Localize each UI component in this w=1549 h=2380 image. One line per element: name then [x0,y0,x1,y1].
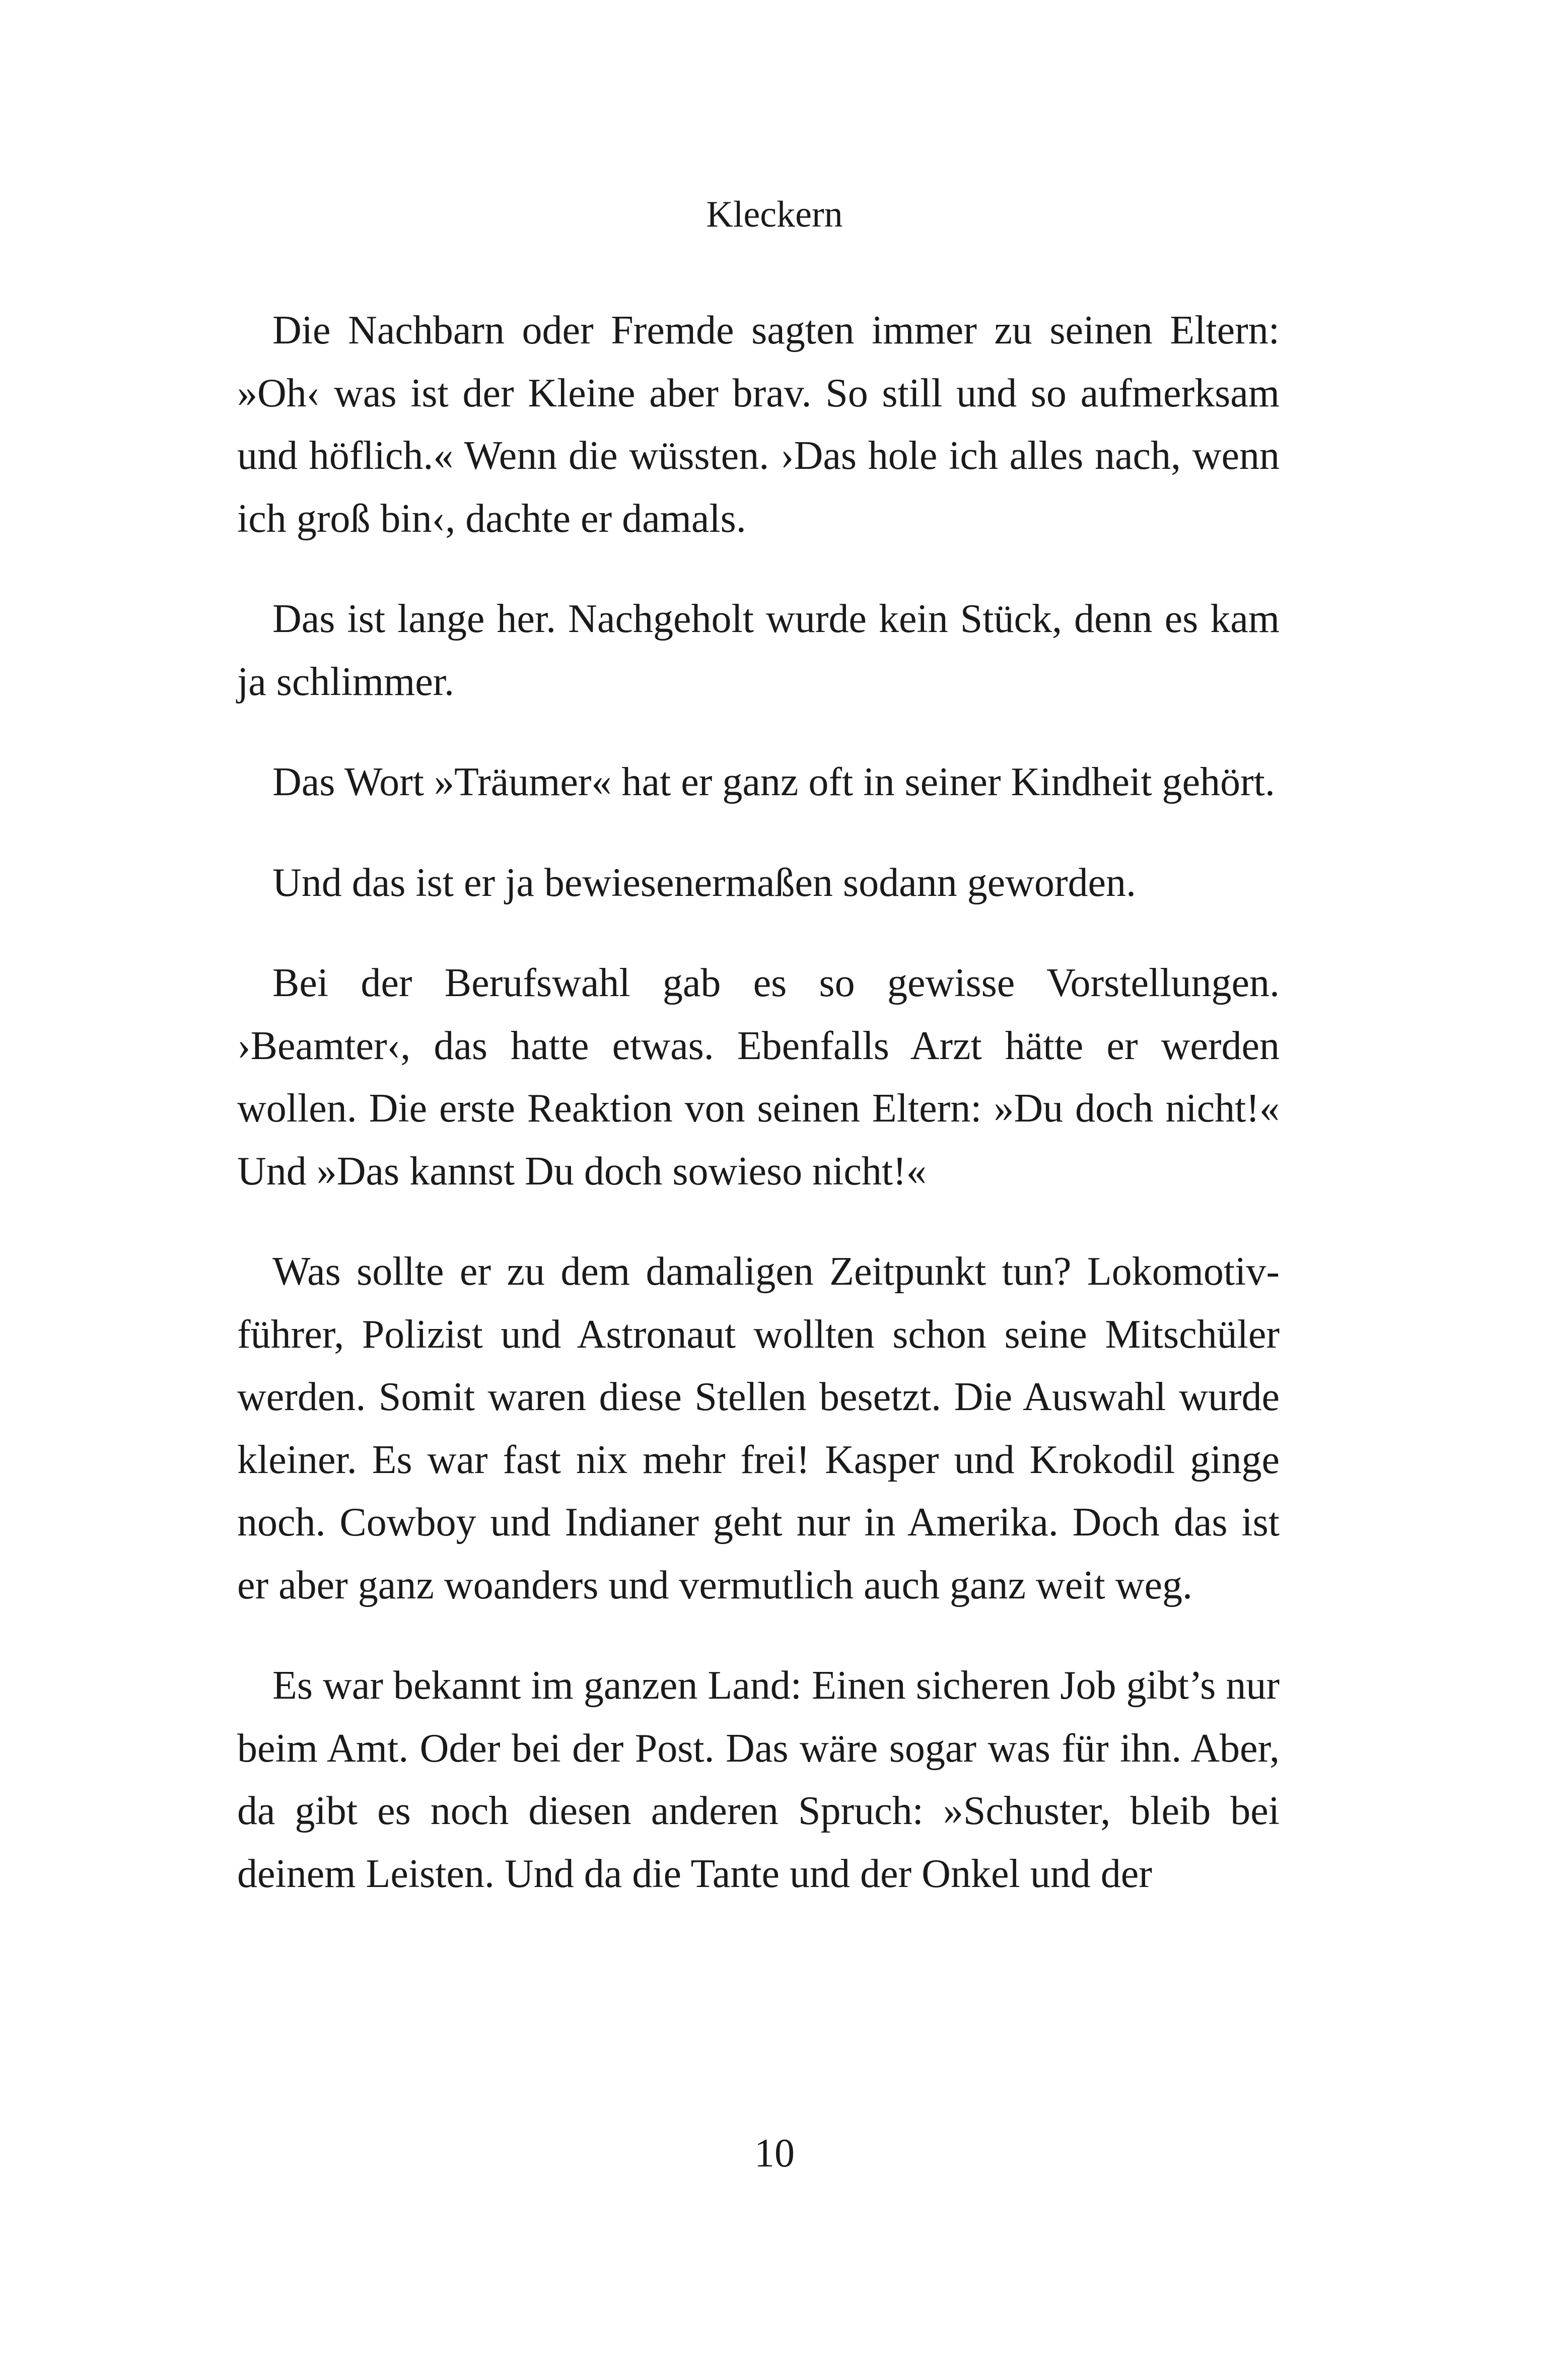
body-text [237,299,1280,1905]
paragraph-3: Das Wort »Träumer« hat er ganz oft in seiner Kindheit gehört. [272,760,1275,804]
running-head: Kleckern [706,194,843,235]
paragraph-7: Es war bekannt im ganzen Land: Einen sicheren Job gibt’s nur beim Amt. Oder bei der Post. Das wäre sogar was für ihn. Aber, da gibt es noch diesen anderen Spruch: »Schuster, bleib bei deinem Leisten. Und da die Tante und der Onkel und der [237,1663,1280,1896]
paragraph-6: Was sollte er zu dem damaligen Zeitpunkt tun? Lokomotivführer, Polizist und Astronaut wollten schon seine Mitschüler werden. Somit waren diese Stellen besetzt. Die Auswahl wurde kleiner. Es war fast nix mehr frei! Kasper und Krokodil ginge noch. Cowboy und Indianer geht nur in Amerika. Doch das ist er aber ganz woanders und vermutlich auch ganz weit weg. [237,1249,1280,1607]
paragraph-2: Das ist lange her. Nachgeholt wurde kein Stück, denn es kam ja schlimmer. [237,597,1280,704]
page-number: 10 [754,2131,795,2176]
paragraph-1: Die Nachbarn oder Fremde sagten immer zu seinen Eltern: »Oh‹ was ist der Kleine aber brav. So still und so aufmerksam und höflich.« Wenn die wüssten. ›Das hole ich alles nach, wenn ich groß bin‹, dachte er damals. [237,308,1280,541]
paragraph-5: Bei der Berufswahl gab es so gewisse Vorstellungen. ›Beamter‹, das hatte etwas. Ebenfalls Arzt hätte er werden wollen. Die erste Reaktion von seinen Eltern: »Du doch nicht!« Und »Das kannst Du doch sowieso nicht!« [237,961,1280,1194]
paragraph-4: Und das ist er ja bewiesenermaßen sodann geworden. [272,860,1136,905]
